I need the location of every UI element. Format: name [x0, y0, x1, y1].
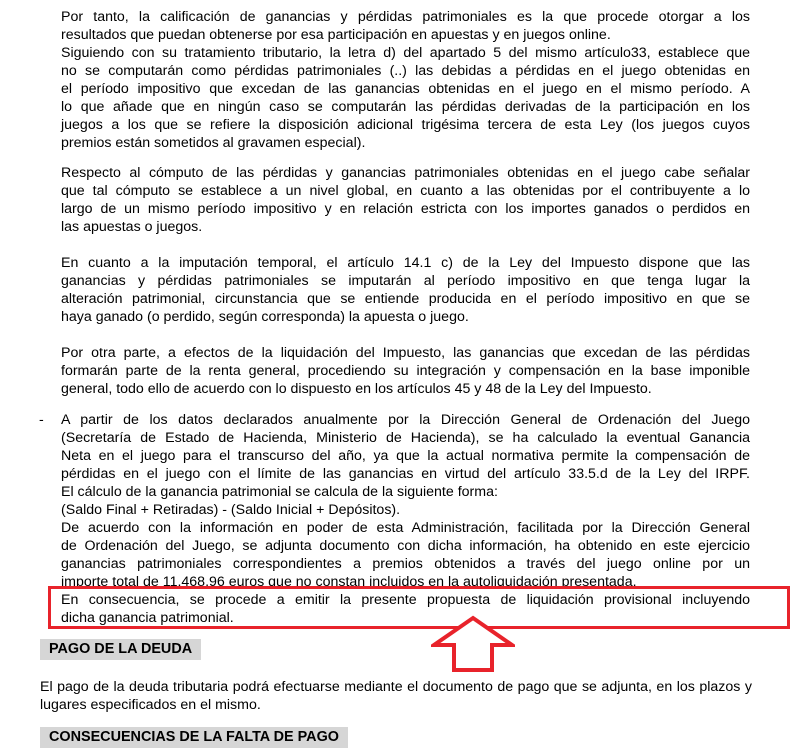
paragraph-computo: Respecto al cómputo de las pérdidas y ganancias patrimoniales obtenidas en el juego cabe señalar que tal cómputo se establece a un nivel global, en cuanto a las obtenidas por el contribuyente a lo largo de un mismo período impositivo y en relación estricta con los importes ganados o perdidos en las apuestas o juegos.: [61, 165, 750, 235]
list-bullet: -: [39, 412, 44, 428]
paragraph-liquidacion: Por otra parte, a efectos de la liquidación del Impuesto, las ganancias que excedan de las pérdidas formarán parte de la renta general, procediendo su integración y compensación en la base imponible general, todo ello de acuerdo con lo dispuesto en los artículos 45 y 48 de la Ley del Impuesto.: [61, 345, 750, 397]
paragraph-calificacion: Por tanto, la calificación de ganancias y pérdidas patrimoniales es la que procede otorgar a los resultados que puedan obtenerse por esa participación en apuestas y en juegos online. Siguiendo con su tratamiento tributario, la letra d) del apartado 5 del mismo artículo33, establece que no se computarán como pérdidas patrimoniales (..) las debidas a pérdidas en el juego obtenidas en el período impositivo que excedan de las ganancias obtenidas en el juego en el mismo período. A lo que añade que en ningún caso se computarán las pérdidas derivadas de la participación en los juegos a los que se refiere la disposición adicional trigésima tercera de esta Ley (los juegos cuyos premios están sometidos al gravamen especial).: [61, 9, 750, 151]
paragraph-pago: El pago de la deuda tributaria podrá efectuarse mediante el documento de pago que se adjunta, en los plazos y lugares especificados en el mismo.: [40, 679, 752, 713]
up-arrow-icon: [431, 615, 515, 673]
highlight-box: [48, 586, 790, 629]
paragraph-ganancia-neta: A partir de los datos declarados anualmente por la Dirección General de Ordenación del Juego (Secretaría de Estado de Hacienda, Ministerio de Hacienda), se ha calculado la eventual Ganancia Neta en el juego para el transcurso del año, ya que la actual normativa permite la compensación de pérdidas en el juego con el límite de las ganancias en virtud del artículo 33.5.d de la Ley del IRPF. El cálculo de la ganancia patrimonial se calcula de la siguiente forma: (Saldo Final + Retiradas) - (Saldo Inicial + Depósitos). De acuerdo con la información en poder de esta Administración, facilitada por la Dirección General de Ordenación del Juego, se adjunta documento con dicha información, ha obtenido en este ejercicio ganancias patrimoniales correspondientes a premios obtenidos a través del juego online por un importe total de 11.468,96 euros que no constan incluidos en la autoliquidación presentada.: [61, 412, 750, 590]
section-heading-falta-pago: CONSECUENCIAS DE LA FALTA DE PAGO: [40, 727, 348, 748]
section-heading-pago: PAGO DE LA DEUDA: [40, 639, 201, 660]
paragraph-consecuencia: En consecuencia, se procede a emitir la presente propuesta de liquidación provisional incluyendo dicha ganancia patrimonial.: [61, 592, 750, 626]
paragraph-imputacion: En cuanto a la imputación temporal, el artículo 14.1 c) de la Ley del Impuesto dispone que las ganancias y pérdidas patrimoniales se imputarán al período impositivo en que tenga lugar la alteración patrimonial, circunstancia que se entiende producida en el período impositivo en que se haya ganado (o perdido, según corresponda) la apuesta o juego.: [61, 255, 750, 325]
